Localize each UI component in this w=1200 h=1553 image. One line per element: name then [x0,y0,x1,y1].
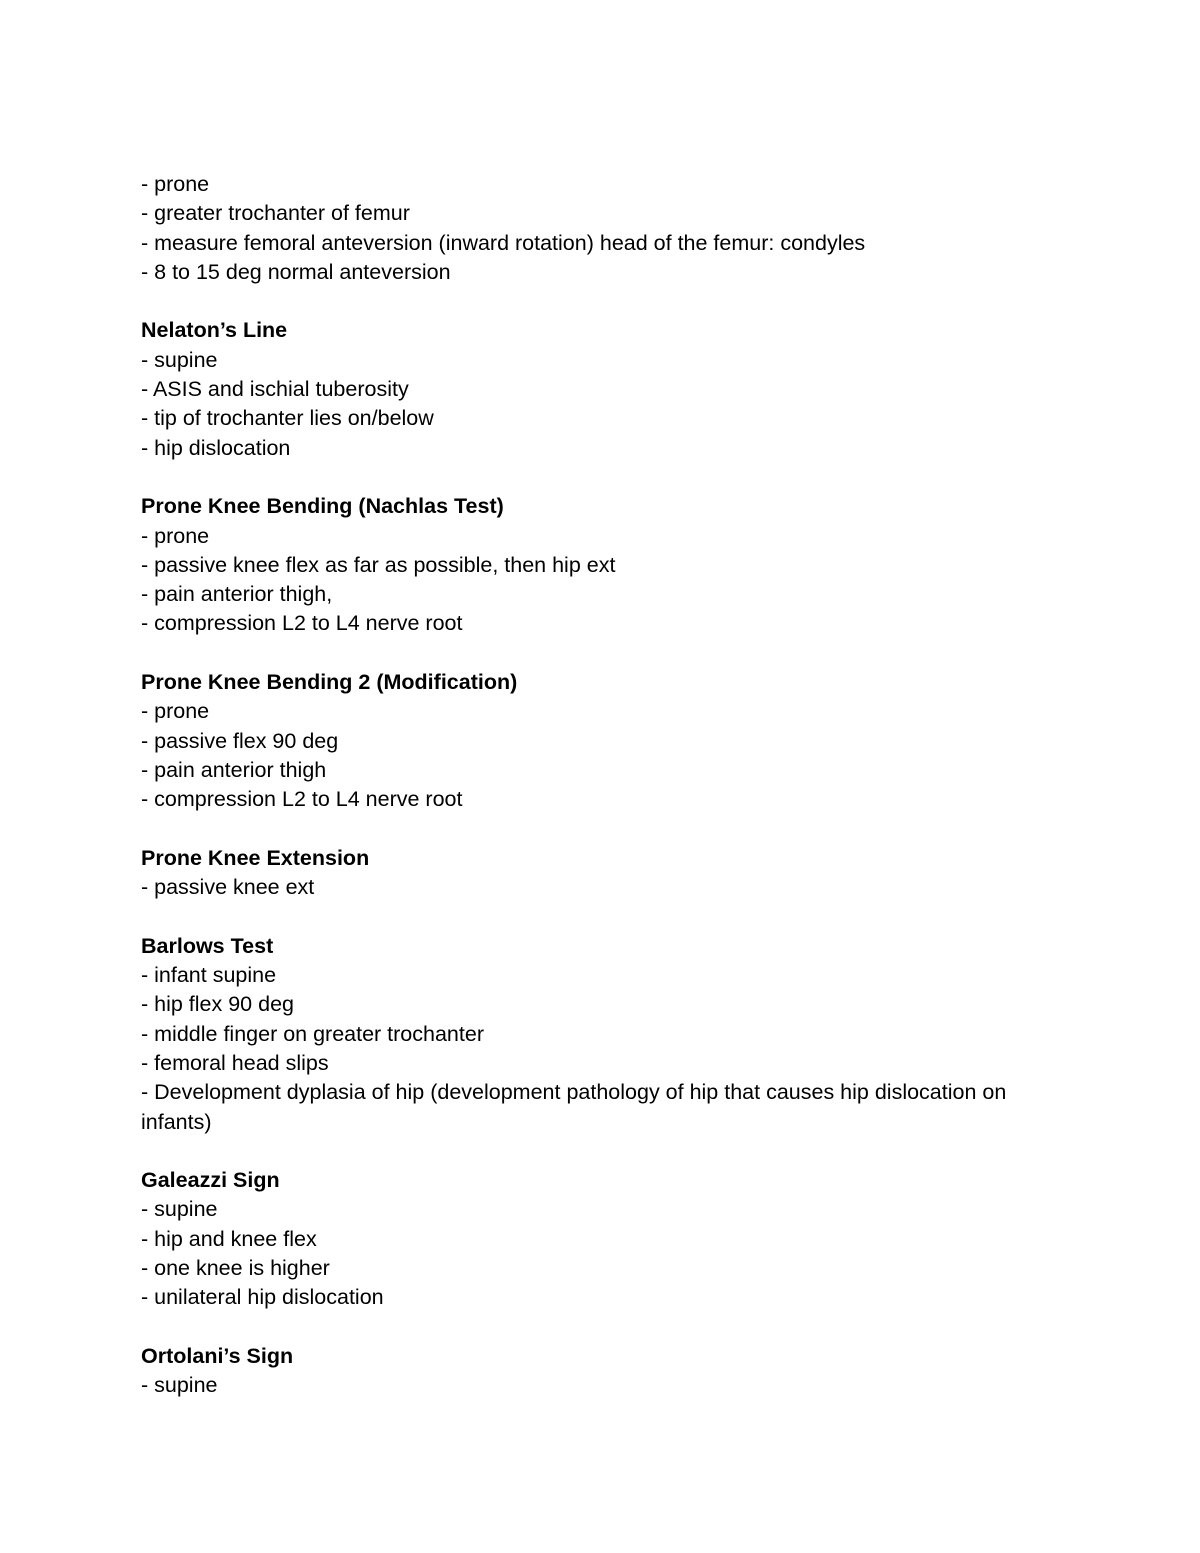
list-item: - femoral head slips [141,1050,329,1075]
list-item: - compression L2 to L4 nerve root [141,787,463,812]
list-item: - unilateral hip dislocation [141,1285,384,1310]
list-item: - hip flex 90 deg [141,992,294,1017]
list-item: - pain anterior thigh, [141,582,333,607]
list-item: - passive flex 90 deg [141,728,339,753]
list-item: - ASIS and ischial tuberosity [141,377,409,402]
section-ortolanis-sign [141,1342,1071,1401]
section-heading: Prone Knee Bending 2 (Modification) [141,670,518,695]
list-item: - supine [141,347,218,372]
list-item: - pain anterior thigh [141,757,327,782]
section-prone-knee-bending-2 [141,668,1071,814]
section-nelatons-line [141,316,1071,462]
notes-body [141,170,1071,1430]
list-item: - prone [141,523,210,548]
list-item: - prone [141,172,210,196]
section-heading: Galeazzi Sign [141,1168,280,1193]
section-heading: Nelaton’s Line [141,318,288,343]
section-heading: Prone Knee Extension [141,845,370,870]
list-item: - tip of trochanter lies on/below [141,406,434,431]
list-item: - passive knee ext [141,875,315,900]
section-barlows-test [141,932,1071,1137]
section-prone-knee-bending [141,492,1071,638]
list-item: - one knee is higher [141,1255,330,1280]
section-heading: Barlows Test [141,933,274,958]
list-item: - 8 to 15 deg normal anteversion [141,259,451,284]
list-item: - measure femoral anteversion (inward rotation) head of the femur: condyles [141,230,866,255]
list-item: - prone [141,699,210,724]
list-item: - middle finger on greater trochanter [141,1021,484,1046]
list-item: - passive knee flex as far as possible, then hip ext [141,552,616,577]
list-item: - supine [141,1197,218,1222]
section-heading: Ortolani’s Sign [141,1343,294,1368]
section-galeazzi-sign [141,1166,1071,1312]
list-item: - infant supine [141,963,277,988]
list-item: - hip dislocation [141,435,291,460]
section-heading: Prone Knee Bending (Nachlas Test) [141,494,504,519]
list-item: - hip and knee flex [141,1226,317,1251]
list-item: - supine [141,1373,218,1398]
section-prone-knee-extension [141,844,1071,903]
intro-section [141,170,1071,287]
list-item: - compression L2 to L4 nerve root [141,611,463,636]
list-item: - greater trochanter of femur [141,201,410,226]
list-item: - Development dyplasia of hip (development pathology of hip that causes hip dislocation on infants) [141,1080,1007,1134]
